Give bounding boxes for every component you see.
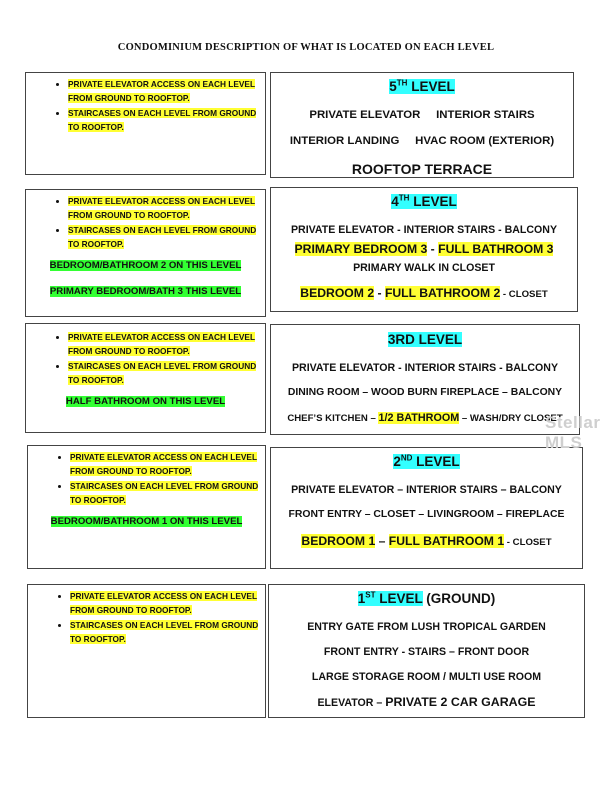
stairs-bullet: • STAIRCASES ON EACH LEVEL FROM GROUND TO ROOFTOP. [68,223,265,251]
level4-line1: PRIVATE ELEVATOR - INTERIOR STAIRS - BALCONY [290,224,558,236]
level4-line3: PRIMARY WALK IN CLOSET [353,262,495,274]
level2-left-box [27,445,266,569]
level1-line4: ELEVATOR – PRIVATE 2 CAR GARAGE [317,695,536,709]
level2-line3: BEDROOM 1 – FULL BATHROOM 1 - CLOSET [301,534,552,548]
level3-right-box [270,324,580,435]
level3-line3: CHEF’S KITCHEN – 1/2 BATHROOM – WASH/DRY CLOSET [287,412,563,424]
level1-line1: ENTRY GATE FROM LUSH TROPICAL GARDEN [307,621,546,633]
level5-line3: ROOFTOP TERRACE [351,161,493,177]
level2-line1: PRIVATE ELEVATOR – INTERIOR STAIRS – BALCONY [291,484,562,496]
level2-line2: FRONT ENTRY – CLOSET – LIVINGROOM – FIREPLACE [288,509,565,520]
level4-line4: BEDROOM 2 - FULL BATHROOM 2 - CLOSET [300,286,548,300]
level5-line2: INTERIOR LANDING HVAC ROOM (EXTERIOR) [289,135,555,147]
level3-line1: PRIVATE ELEVATOR - INTERIOR STAIRS - BALCONY [291,362,559,374]
level4-left-note1: BEDROOM/BATHROOM 2 ON THIS LEVEL [49,260,242,271]
elevator-bullet: • PRIVATE ELEVATOR ACCESS ON EACH LEVEL FROM GROUND TO ROOFTOP. [70,589,265,617]
level4-right-box [270,187,578,312]
level2-left-note: BEDROOM/BATHROOM 1 ON THIS LEVEL [50,516,243,527]
level4-title: 4TH LEVEL [391,193,457,209]
level1-line3: LARGE STORAGE ROOM / MULTI USE ROOM [311,671,542,683]
watermark: Stellar MLS [545,413,601,452]
level3-title: 3RD LEVEL [387,332,463,347]
level5-right-box [270,72,574,178]
level4-left-note2: PRIMARY BEDROOM/BATH 3 THIS LEVEL [49,286,242,297]
level1-right-box [268,584,585,718]
stairs-bullet: • STAIRCASES ON EACH LEVEL FROM GROUND TO ROOFTOP. [68,106,265,134]
level4-left-box [25,189,266,317]
level1-line2: FRONT ENTRY - STAIRS – FRONT DOOR [323,646,530,658]
stairs-bullet: • STAIRCASES ON EACH LEVEL FROM GROUND TO ROOFTOP. [68,359,265,387]
stairs-bullet: • STAIRCASES ON EACH LEVEL FROM GROUND TO ROOFTOP. [70,618,265,646]
page-title: CONDOMINIUM DESCRIPTION OF WHAT IS LOCATED ON EACH LEVEL [117,42,495,53]
elevator-bullet: • PRIVATE ELEVATOR ACCESS ON EACH LEVEL FROM GROUND TO ROOFTOP. [70,450,265,478]
elevator-bullet: • PRIVATE ELEVATOR ACCESS ON EACH LEVEL FROM GROUND TO ROOFTOP. [68,77,265,105]
level1-title: 1ST LEVEL (GROUND) [357,590,496,606]
level1-left-box [27,584,266,718]
level4-line2: PRIMARY BEDROOM 3 - FULL BATHROOM 3 [294,242,554,256]
stairs-bullet: • STAIRCASES ON EACH LEVEL FROM GROUND TO ROOFTOP. [70,479,265,507]
level5-title: 5TH LEVEL [389,78,455,94]
level3-left-box [25,323,266,433]
level5-left-box [25,72,266,175]
elevator-bullet: • PRIVATE ELEVATOR ACCESS ON EACH LEVEL FROM GROUND TO ROOFTOP. [68,330,265,358]
elevator-bullet: • PRIVATE ELEVATOR ACCESS ON EACH LEVEL FROM GROUND TO ROOFTOP. [68,194,265,222]
level2-title: 2ND LEVEL [393,453,460,469]
level5-line1: PRIVATE ELEVATOR INTERIOR STAIRS [309,109,535,121]
level3-left-note: HALF BATHROOM ON THIS LEVEL [65,396,226,407]
level2-right-box [270,447,583,569]
level3-line2: DINING ROOM – WOOD BURN FIREPLACE – BALCONY [287,387,563,398]
